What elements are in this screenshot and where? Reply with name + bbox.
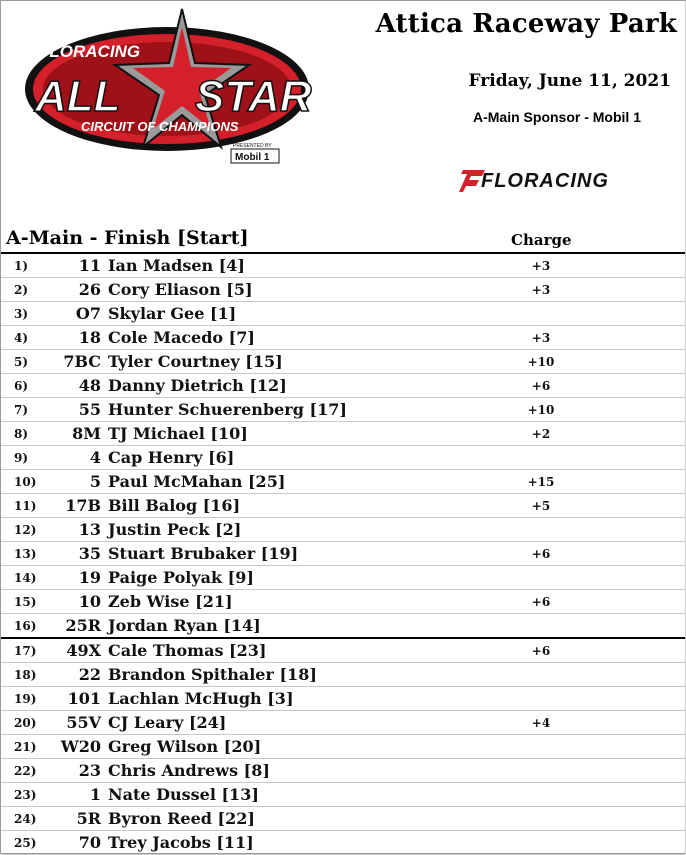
event-date: Friday, June 11, 2021 <box>468 71 671 91</box>
car-number: 5R <box>76 809 101 828</box>
car-number: 55 <box>78 400 101 419</box>
driver-name: Paige Polyak [9] <box>108 568 254 587</box>
position-charge: +5 <box>531 499 551 513</box>
table-row <box>1 518 685 542</box>
car-number: 18 <box>78 328 101 347</box>
logo-circuit-text: CIRCUIT OF CHAMPIONS <box>81 119 239 134</box>
finish-position: 7) <box>14 403 29 417</box>
charge-column-header: Charge <box>511 231 572 249</box>
finish-position: 1) <box>14 259 29 273</box>
sponsor-line: A-Main Sponsor - Mobil 1 <box>473 109 641 125</box>
driver-name: Tyler Courtney [15] <box>108 352 283 371</box>
car-number: 1 <box>89 785 101 804</box>
finish-position: 21) <box>14 740 37 754</box>
table-row <box>1 302 685 326</box>
car-number: 48 <box>78 376 101 395</box>
venue-title: Attica Raceway Park <box>375 9 677 39</box>
car-number: 13 <box>78 520 101 539</box>
table-row <box>1 374 685 398</box>
position-charge: +6 <box>531 547 551 561</box>
driver-name: Bill Balog [16] <box>108 496 241 515</box>
logo-presented-text: PRESENTED BY <box>233 143 272 149</box>
table-row <box>1 398 685 422</box>
car-number: 101 <box>67 689 101 708</box>
driver-name: Cap Henry [6] <box>108 448 235 467</box>
driver-name: Brandon Spithaler [18] <box>108 665 317 684</box>
table-row <box>1 735 685 759</box>
table-row <box>1 566 685 590</box>
car-number: 23 <box>78 761 101 780</box>
car-number: 26 <box>78 280 101 299</box>
driver-name: Chris Andrews [8] <box>108 761 270 780</box>
driver-name: Byron Reed [22] <box>108 809 255 828</box>
finish-position: 22) <box>14 764 37 778</box>
table-row <box>1 759 685 783</box>
driver-name: Ian Madsen [4] <box>108 256 245 275</box>
position-charge: +6 <box>531 644 551 658</box>
table-row <box>1 711 685 735</box>
car-number: 11 <box>78 256 101 275</box>
position-charge: +10 <box>527 403 555 417</box>
driver-name: Cole Macedo [7] <box>108 328 255 347</box>
table-row <box>1 542 685 566</box>
table-row <box>1 326 685 350</box>
car-number: 55V <box>66 713 101 732</box>
floracing-text: FLORACING <box>481 170 609 192</box>
all-star-logo <box>17 7 317 167</box>
finish-position: 18) <box>14 668 37 682</box>
position-charge: +3 <box>531 259 551 273</box>
table-row <box>1 254 685 278</box>
finish-position: 23) <box>14 788 37 802</box>
car-number: 35 <box>78 544 101 563</box>
car-number: 19 <box>78 568 101 587</box>
finish-position: 8) <box>14 427 29 441</box>
finish-position: 6) <box>14 379 29 393</box>
table-row <box>1 639 685 663</box>
car-number: O7 <box>75 304 101 323</box>
car-number: 17B <box>65 496 101 515</box>
table-row <box>1 807 685 831</box>
car-number: 8M <box>72 424 101 443</box>
position-charge: +3 <box>531 283 551 297</box>
car-number: 22 <box>78 665 101 684</box>
finish-position: 5) <box>14 355 29 369</box>
position-charge: +15 <box>527 475 555 489</box>
car-number: 70 <box>78 833 101 852</box>
finish-position: 15) <box>14 595 37 609</box>
car-number: 4 <box>89 448 101 467</box>
driver-name: Hunter Schuerenberg [17] <box>108 400 347 419</box>
driver-name: Trey Jacobs [11] <box>108 833 254 852</box>
finish-position: 10) <box>14 475 37 489</box>
results-table <box>1 254 685 855</box>
table-header <box>1 227 685 254</box>
finish-position: 2) <box>14 283 29 297</box>
table-row <box>1 614 685 639</box>
driver-name: Nate Dussel [13] <box>108 785 259 804</box>
driver-name: Stuart Brubaker [19] <box>108 544 299 563</box>
logo-flo-text: FLORACING <box>39 42 141 61</box>
car-number: 25R <box>65 616 101 635</box>
driver-name: Lachlan McHugh [3] <box>108 689 294 708</box>
logo-mobil-text: Mobil 1 <box>235 152 270 163</box>
driver-name: Greg Wilson [20] <box>108 737 262 756</box>
driver-name: Cory Eliason [5] <box>108 280 253 299</box>
driver-name: Zeb Wise [21] <box>108 592 233 611</box>
table-row <box>1 446 685 470</box>
table-row <box>1 663 685 687</box>
finish-position: 19) <box>14 692 37 706</box>
car-number: 5 <box>89 472 101 491</box>
driver-name: Justin Peck [2] <box>108 520 242 539</box>
table-row <box>1 831 685 855</box>
logo-star-text: STAR <box>195 72 312 121</box>
finish-position: 12) <box>14 523 37 537</box>
finish-position: 16) <box>14 619 37 633</box>
table-row <box>1 470 685 494</box>
table-row <box>1 687 685 711</box>
driver-name: CJ Leary [24] <box>108 713 227 732</box>
finish-position: 25) <box>14 836 37 850</box>
driver-name: Paul McMahan [25] <box>108 472 286 491</box>
table-row <box>1 422 685 446</box>
position-charge: +10 <box>527 355 555 369</box>
finish-position: 3) <box>14 307 29 321</box>
driver-name: Skylar Gee [1] <box>108 304 237 323</box>
finish-position: 24) <box>14 812 37 826</box>
floracing-logo <box>459 166 629 192</box>
table-row <box>1 278 685 302</box>
position-charge: +6 <box>531 379 551 393</box>
finish-position: 20) <box>14 716 37 730</box>
position-charge: +3 <box>531 331 551 345</box>
position-charge: +6 <box>531 595 551 609</box>
position-charge: +2 <box>531 427 551 441</box>
driver-name: Cale Thomas [23] <box>108 641 267 660</box>
position-charge: +4 <box>531 716 551 730</box>
table-row <box>1 590 685 614</box>
table-row <box>1 350 685 374</box>
finish-position: 14) <box>14 571 37 585</box>
driver-name: Danny Dietrich [12] <box>108 376 287 395</box>
finish-position: 4) <box>14 331 29 345</box>
driver-name: Jordan Ryan [14] <box>108 616 261 635</box>
finish-position: 9) <box>14 451 29 465</box>
table-row <box>1 494 685 518</box>
finish-position: 17) <box>14 644 37 658</box>
car-number: 7BC <box>63 352 101 371</box>
finish-position: 11) <box>14 499 37 513</box>
table-title: A-Main - Finish [Start] <box>6 227 249 249</box>
car-number: 49X <box>66 641 101 660</box>
car-number: W20 <box>60 737 101 756</box>
car-number: 10 <box>78 592 101 611</box>
logo-all-text: ALL <box>35 72 121 121</box>
finish-position: 13) <box>14 547 37 561</box>
driver-name: TJ Michael [10] <box>108 424 248 443</box>
table-row <box>1 783 685 807</box>
